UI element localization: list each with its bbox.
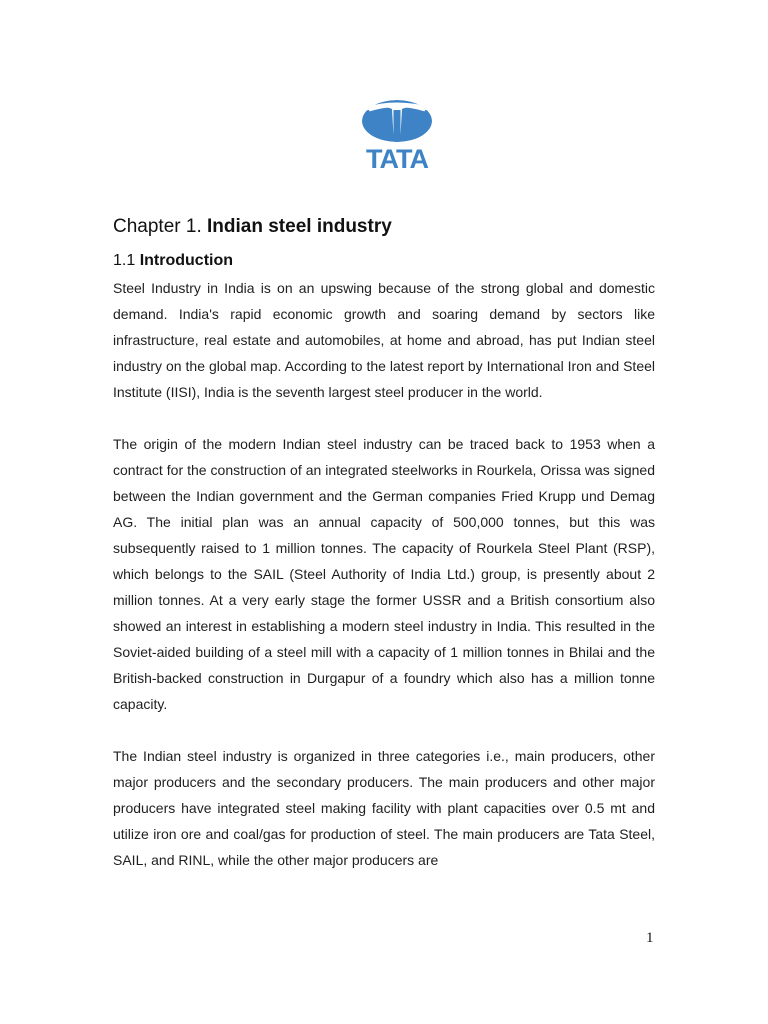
tata-logo [349, 96, 445, 172]
chapter-name: Indian steel industry [207, 216, 392, 237]
chapter-title [113, 212, 655, 242]
section-number: 1.1 [113, 252, 136, 269]
paragraph: The origin of the modern Indian steel industry can be traced back to 1953 when a contract for the construction of an integrated steelworks in Rourkela, Orissa was signed between the Indian government and the German companies Fried Krupp und Demag AG. The initial plan was an annual capacity of 500,000 tonnes, but this was subsequently raised to 1 million tonnes. The capacity of Rourkela Steel Plant (RSP), which belongs to the SAIL (Steel Authority of India Ltd.) group, is presently about 2 million tonnes. At a very early stage the former USSR and a British consortium also showed an interest in establishing a modern steel industry in India. This resulted in the Soviet-aided building of a steel mill with a capacity of 1 million tonnes in Bhilai and the British-backed construction in Durgapur of a foundry which also has a million tonne capacity. [113, 436, 655, 712]
page-number: 1 [646, 930, 654, 946]
chapter-prefix: Chapter 1. [113, 216, 202, 237]
section-title [113, 249, 655, 273]
paragraph: The Indian steel industry is organized in three categories i.e., main producers, other major producers and the secondary producers. The main producers and other major producers have integrated steel making facility with plant capacities over 0.5 mt and utilize iron ore and coal/gas for production of steel. The main producers are Tata Steel, SAIL, and RINL, while the other major producers are [113, 748, 655, 868]
logo-text: TATA [366, 144, 428, 172]
tata-logo-icon [349, 96, 445, 172]
paragraph: Steel Industry in India is on an upswing because of the strong global and domestic demand. India's rapid economic growth and soaring demand by sectors like infrastructure, real estate and automobiles, at home and abroad, has put Indian steel industry on the global map. According to the latest report by International Iron and Steel Institute (IISI), India is the seventh largest steel producer in the world. [113, 280, 655, 400]
section-name: Introduction [139, 252, 234, 269]
document-body [113, 212, 655, 899]
